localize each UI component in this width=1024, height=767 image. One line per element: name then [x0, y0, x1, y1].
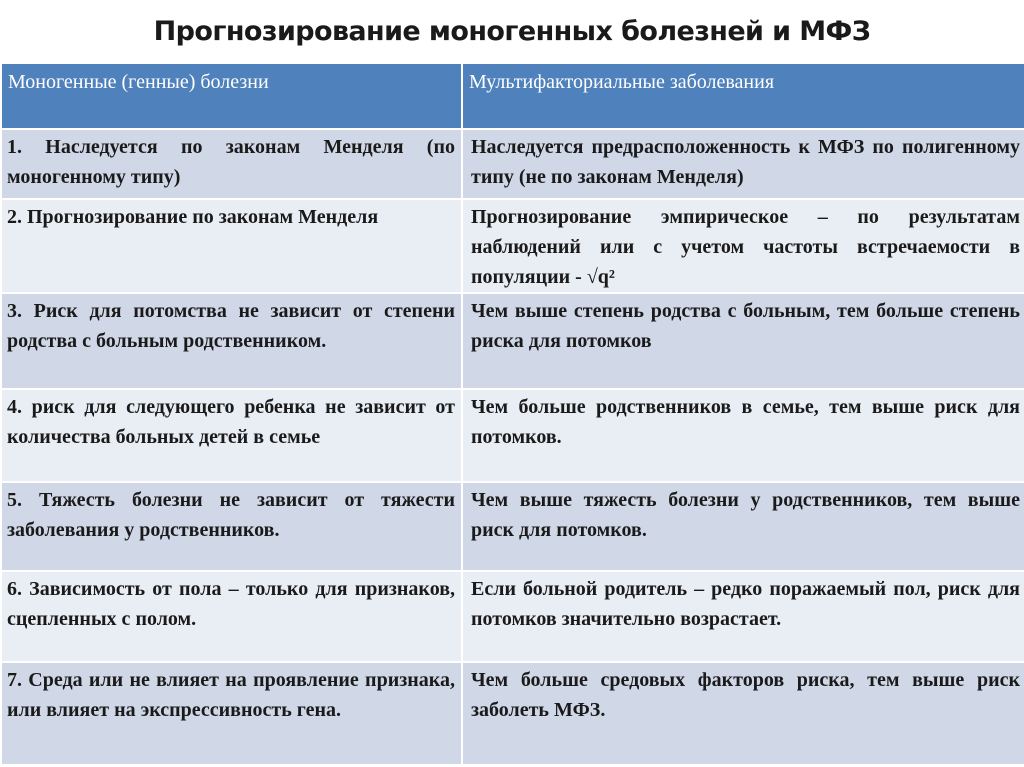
cell-monogenic: 2. Прогнозирование по законам Менделя [1, 199, 462, 293]
header-multifactorial: Мультифакториальные заболевания [462, 63, 1024, 129]
table-row [1, 293, 1024, 389]
table-row [1, 129, 1024, 199]
cell-monogenic: 6. Зависимость от пола – только для признаков, сцепленных с полом. [1, 571, 462, 662]
header-monogenic: Моногенные (генные) болезни [1, 63, 462, 129]
slide-title: Прогнозирование моногенных болезней и МФЗ [153, 16, 871, 47]
cell-multifactorial: Наследуется предрасположенность к МФЗ по полигенному типу (не по законам Менделя) [462, 129, 1024, 199]
cell-multifactorial: Чем больше средовых факторов риска, тем выше риск заболеть МФЗ. [462, 662, 1024, 765]
cell-monogenic: 3. Риск для потомства не зависит от степени родства с больным родственником. [1, 293, 462, 389]
cell-monogenic: 7. Среда или не влияет на проявление признака, или влияет на экспрессивность гена. [1, 662, 462, 765]
cell-multifactorial: Чем выше степень родства с больным, тем больше степень риска для потомков [462, 293, 1024, 389]
table-row [1, 389, 1024, 482]
cell-multifactorial: Чем больше родственников в семье, тем выше риск для потомков. [462, 389, 1024, 482]
table-row [1, 482, 1024, 571]
table-row [1, 199, 1024, 293]
cell-monogenic: 1. Наследуется по законам Менделя (по моногенному типу) [1, 129, 462, 199]
cell-multifactorial: Чем выше тяжесть болезни у родственников, тем выше риск для потомков. [462, 482, 1024, 571]
table-row [1, 662, 1024, 765]
cell-monogenic: 5. Тяжесть болезни не зависит от тяжести заболевания у родственников. [1, 482, 462, 571]
table-row [1, 571, 1024, 662]
cell-monogenic: 4. риск для следующего ребенка не зависит от количества больных детей в семье [1, 389, 462, 482]
cell-multifactorial: Прогнозирование эмпирическое – по результатам наблюдений или с учетом частоты встречаемости в популяции - √q² [462, 199, 1024, 293]
cell-multifactorial: Если больной родитель – редко поражаемый пол, риск для потомков значительно возрастает. [462, 571, 1024, 662]
table-header-row [1, 63, 1024, 129]
comparison-table [0, 62, 1024, 766]
